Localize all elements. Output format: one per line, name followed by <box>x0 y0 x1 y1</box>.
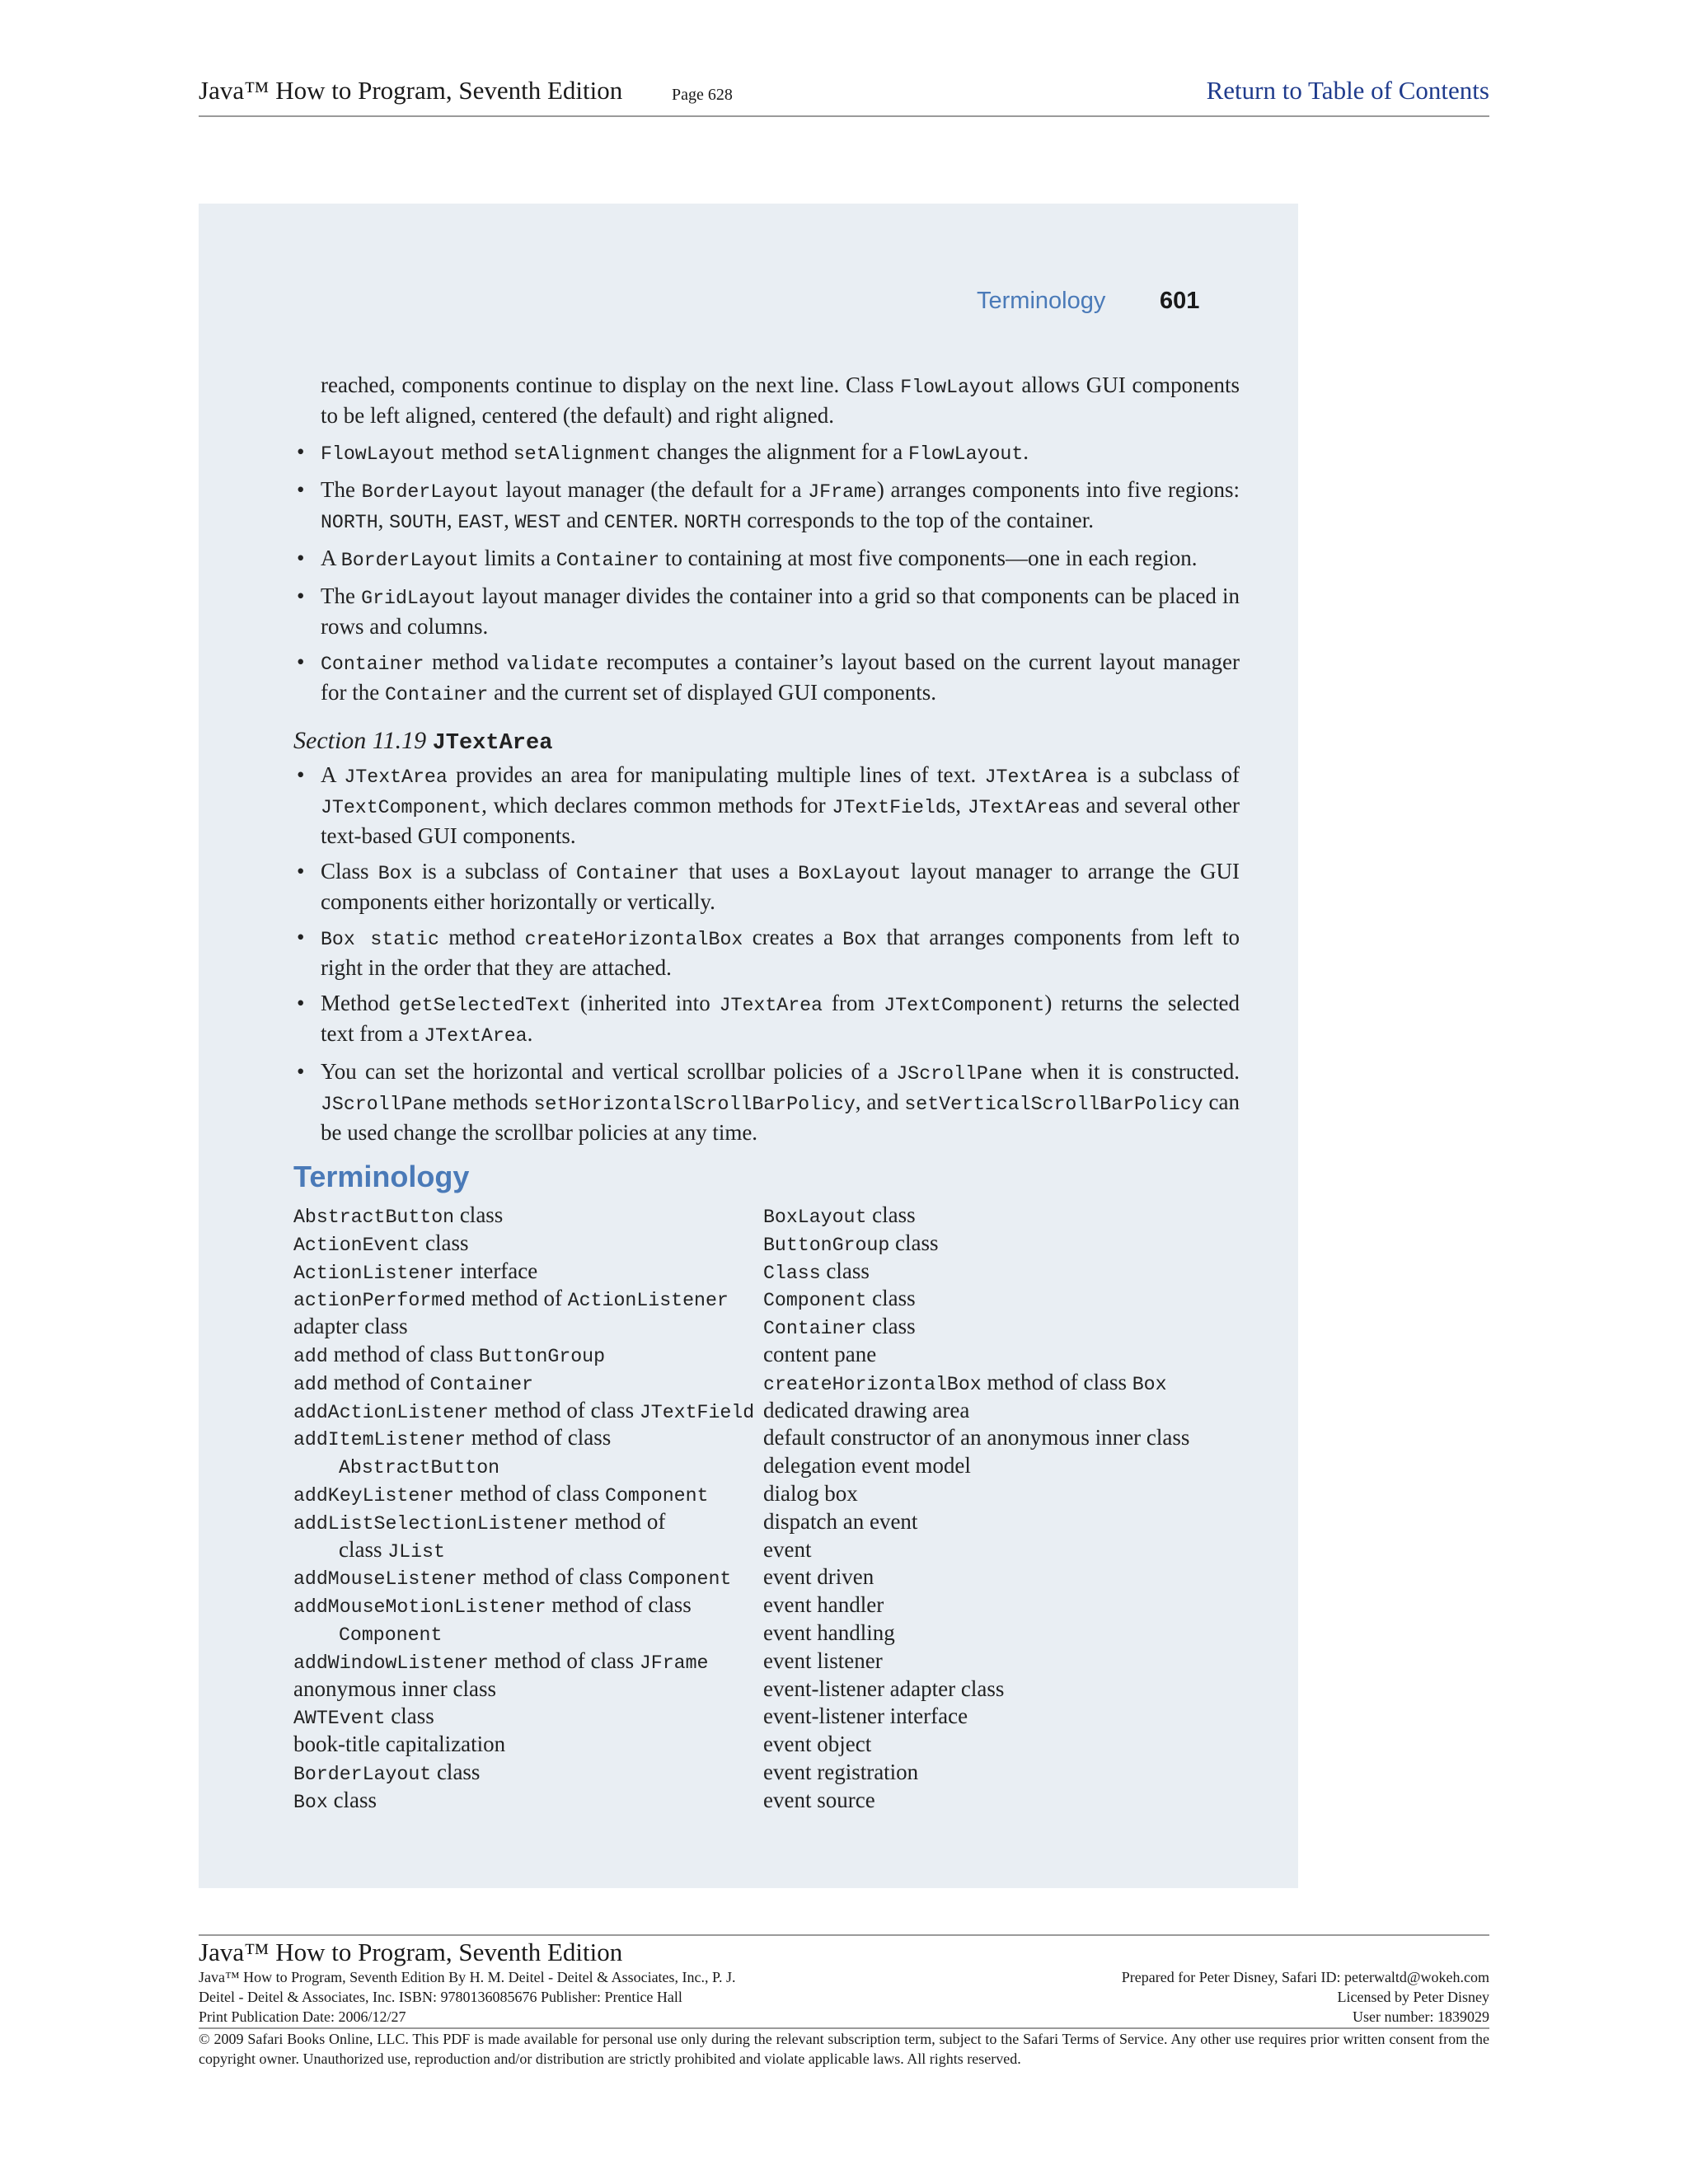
terminology-item <box>293 1201 763 1229</box>
text-run: anonymous inner class <box>293 1675 496 1701</box>
bullet-icon: • <box>297 1059 305 1084</box>
text-run: provides an area for manipulating multiple lines of text. <box>447 762 985 787</box>
bullet-item <box>293 857 1240 916</box>
code-term: BorderLayout <box>293 1763 432 1785</box>
summary-bullets-11-18 <box>293 438 1240 709</box>
footer-line1-right: Prepared for Peter Disney, Safari ID: peterwaltd@wokeh.com <box>1121 1969 1489 1985</box>
bullet-item <box>293 648 1240 709</box>
text-run: adapter class <box>293 1314 408 1339</box>
text-run: event registration <box>763 1759 919 1784</box>
terminology-item <box>763 1284 1233 1312</box>
code-term: ActionListener <box>293 1262 455 1284</box>
bullet-item <box>293 438 1240 468</box>
terminology-item <box>293 1619 763 1647</box>
terminology-item <box>763 1451 1233 1479</box>
terminology-item <box>293 1451 763 1479</box>
text-run: method of <box>466 1286 568 1311</box>
text-run: Class <box>321 859 378 883</box>
terminology-item <box>293 1284 763 1312</box>
code-term: Box <box>842 929 878 950</box>
text-run: , <box>377 508 390 532</box>
text-run: class <box>820 1258 870 1283</box>
code-term: ActionListener <box>567 1290 729 1312</box>
text-run: interface <box>454 1258 538 1283</box>
terminology-item <box>293 1507 763 1535</box>
code-term: ButtonGroup <box>763 1234 890 1256</box>
bullet-item <box>293 476 1240 537</box>
text-run: . <box>527 1021 533 1046</box>
text-run: book-title capitalization <box>293 1732 506 1757</box>
terminology-item <box>763 1619 1233 1647</box>
code-term: setAlignment <box>513 443 652 465</box>
terminology-item <box>293 1257 763 1285</box>
section-heading-code: JTextArea <box>432 731 553 756</box>
code-term: addItemListener <box>293 1429 467 1451</box>
footer-line1-left: Java™ How to Program, Seventh Edition By H. M. Deitel - Deitel & Associates, Inc., P. J. <box>199 1969 736 1985</box>
terminology-item <box>293 1396 763 1424</box>
terminology-item <box>763 1647 1233 1675</box>
text-run: that arranges components from left to right in the order that they are attached. <box>321 925 1240 980</box>
terminology-item <box>293 1786 763 1814</box>
text-run: event handler <box>763 1592 884 1618</box>
text-run: s, <box>946 793 968 818</box>
code-term: JList <box>387 1540 445 1563</box>
text-run: , and <box>855 1090 905 1114</box>
page-header <box>199 76 1489 117</box>
footer-row <box>199 1967 1489 1987</box>
code-term: JTextField <box>639 1401 755 1423</box>
text-run: is a subclass of <box>1088 762 1240 787</box>
code-term: JTextArea <box>424 1025 528 1047</box>
text-run: You can set the horizontal and vertical scrollbar policies of a <box>321 1059 897 1084</box>
terminology-list <box>293 1201 1240 1814</box>
terminology-item <box>293 1535 763 1563</box>
section-heading-prefix: Section 11.19 <box>293 727 433 754</box>
terminology-item <box>763 1507 1233 1535</box>
code-term: actionPerformed <box>293 1290 467 1312</box>
text-run: , which declares common methods for <box>481 793 832 818</box>
text-run: method of class <box>466 1425 612 1451</box>
section-heading <box>293 727 1240 757</box>
code-term: AbstractButton <box>339 1457 500 1479</box>
text-run: layout manager to arrange the GUI components either horizontally or vertically. <box>321 859 1240 914</box>
bullet-icon: • <box>297 859 305 883</box>
terminology-column-left <box>293 1201 763 1814</box>
code-term: Class <box>763 1262 821 1284</box>
terminology-item <box>763 1535 1233 1563</box>
text-run: layout manager (the default for a <box>499 477 809 502</box>
text-run: from <box>823 991 884 1015</box>
code-term: JFrame <box>639 1652 709 1674</box>
text-run: delegation event model <box>763 1453 971 1479</box>
terminology-item <box>293 1675 763 1703</box>
text-run: method of class <box>454 1480 606 1506</box>
terminology-item <box>293 1702 763 1730</box>
terminology-item <box>293 1647 763 1675</box>
bullet-icon: • <box>297 546 305 570</box>
terminology-item <box>293 1340 763 1368</box>
code-term: getSelectedText <box>398 995 571 1016</box>
code-term: JFrame <box>808 481 877 503</box>
terminology-item <box>763 1340 1233 1368</box>
code-term: ButtonGroup <box>478 1345 606 1367</box>
code-term: JTextArea <box>984 766 1089 788</box>
footer-book-title: Java™ How to Program, Seventh Edition <box>199 1938 623 1966</box>
terminology-item <box>293 1730 763 1758</box>
bullet-icon: • <box>297 762 305 787</box>
text-run: dispatch an event <box>763 1508 918 1534</box>
terminology-item <box>763 1758 1233 1786</box>
terminology-item <box>763 1201 1233 1229</box>
code-term: SOUTH <box>389 512 447 533</box>
text-run: and <box>560 508 604 532</box>
terminology-column-right <box>763 1201 1233 1814</box>
code-term: Component <box>339 1624 443 1646</box>
text-run: corresponds to the top of the container. <box>741 508 1094 532</box>
code-term: JScrollPane <box>321 1094 448 1115</box>
text-run: s and several other text-based GUI components. <box>321 793 1240 848</box>
text-run: , <box>504 508 515 532</box>
code-term: addListSelectionListener <box>293 1512 570 1535</box>
text-run: dedicated drawing area <box>763 1397 970 1422</box>
text-run: class <box>420 1230 469 1255</box>
bullet-item <box>293 544 1240 574</box>
text-run: creates a <box>743 925 843 949</box>
footer-line3-left: Print Publication Date: 2006/12/27 <box>199 2008 406 2025</box>
code-term: add <box>293 1373 328 1395</box>
bullet-item <box>293 582 1240 640</box>
text-run: ) arranges components into five regions: <box>876 477 1240 502</box>
code-term: AWTEvent <box>293 1708 386 1730</box>
code-term: Container <box>429 1373 533 1395</box>
footer-line2-right: Licensed by Peter Disney <box>1337 1989 1489 2005</box>
code-term: addWindowListener <box>293 1652 489 1674</box>
code-term: NORTH <box>321 512 378 533</box>
code-term: JScrollPane <box>896 1063 1023 1085</box>
text-run: event <box>763 1536 812 1562</box>
text-run: ) returns the selected text from a <box>321 991 1240 1046</box>
code-term: JTextArea <box>344 766 448 788</box>
text-run: dialog box <box>763 1480 858 1506</box>
code-term: JTextComponent <box>321 797 482 818</box>
text-run: . <box>1023 439 1029 464</box>
text-run: layout manager divides the container into a grid so that components can be placed in rows and columns. <box>321 583 1240 639</box>
terminology-item <box>763 1312 1233 1340</box>
text-run: reached, components continue to display on the next line. Class <box>321 373 901 397</box>
code-term: FlowLayout <box>321 443 436 465</box>
bullet-icon: • <box>297 583 305 608</box>
terminology-item <box>763 1396 1233 1424</box>
text-run: class <box>431 1759 481 1784</box>
bullet-icon: • <box>297 991 305 1015</box>
terminology-item <box>763 1786 1233 1814</box>
text-run: class <box>866 1314 916 1339</box>
code-term: Box <box>377 863 413 884</box>
running-head-page-number: 601 <box>1160 288 1200 314</box>
copyright-notice: © 2009 Safari Books Online, LLC. This PDF is made available for personal use only during the relevant subscription term, subject to the Safari Terms of Service. Any other use requires prior written consent from the copyright owner. Unauthorized use, reproduction and/or distribution are strictly prohibited and violate applicable laws. All rights reserved. <box>199 2031 1489 2067</box>
code-term: addActionListener <box>293 1401 489 1423</box>
text-run: class <box>327 1787 377 1812</box>
bullet-item <box>293 923 1240 982</box>
text-run: changes the alignment for a <box>651 439 908 464</box>
bullet-item <box>293 761 1240 850</box>
page-content <box>293 371 1240 1814</box>
code-term: GridLayout <box>361 588 476 609</box>
terminology-item <box>763 1675 1233 1703</box>
code-term: EAST <box>457 512 504 533</box>
text-run: The <box>321 583 362 608</box>
code-term: BoxLayout <box>798 863 902 884</box>
code-term: JTextField <box>832 797 947 818</box>
code-term: ActionEvent <box>293 1234 420 1256</box>
running-head-title: Terminology <box>977 288 1106 314</box>
code-term: Component <box>627 1568 732 1591</box>
code-term: FlowLayout <box>900 377 1015 398</box>
terminology-item <box>293 1229 763 1257</box>
text-run: A <box>321 546 341 570</box>
terminology-item <box>293 1312 763 1340</box>
terminology-item <box>763 1257 1233 1285</box>
terminology-item <box>763 1730 1233 1758</box>
text-run: class <box>866 1202 916 1227</box>
code-term: WEST <box>514 512 561 533</box>
text-run: method of class <box>476 1564 628 1590</box>
text-run: method of class <box>488 1647 640 1673</box>
code-term: Container <box>321 654 424 675</box>
text-run: event source <box>763 1787 875 1812</box>
summary-bullets-11-19 <box>293 761 1240 1146</box>
terminology-item <box>293 1423 763 1451</box>
terminology-heading: Terminology <box>293 1160 470 1193</box>
terminology-item <box>763 1563 1233 1591</box>
code-term: Container <box>763 1318 867 1340</box>
code-term: createHorizontalBox <box>524 929 743 950</box>
text-run: class <box>339 1536 388 1562</box>
terminology-item <box>293 1563 763 1591</box>
text-run: method of <box>569 1508 666 1534</box>
text-run: event-listener adapter class <box>763 1675 1005 1701</box>
text-run: Method <box>321 991 399 1015</box>
bullet-item <box>293 989 1240 1050</box>
code-term: BorderLayout <box>361 481 499 503</box>
text-run: that uses a <box>679 859 799 883</box>
code-term: Box static <box>321 929 439 950</box>
code-term: setHorizontalScrollBarPolicy <box>533 1094 856 1115</box>
terminology-item <box>763 1479 1233 1507</box>
code-term: add <box>293 1345 328 1367</box>
text-run: class <box>889 1230 939 1255</box>
code-term: validate <box>506 654 599 675</box>
text-run: method of class <box>488 1397 640 1422</box>
terminology-item <box>293 1758 763 1786</box>
code-term: JTextComponent <box>884 995 1045 1016</box>
text-run: to containing at most five components—one in each region. <box>659 546 1198 570</box>
text-run: can be used change the scrollbar policies at any time. <box>321 1090 1240 1145</box>
footer-row <box>199 2007 1489 2027</box>
text-run: , <box>446 508 458 532</box>
terminology-item <box>763 1423 1233 1451</box>
text-run: . <box>673 508 684 532</box>
return-to-toc-link[interactable]: Return to Table of Contents <box>1206 76 1489 105</box>
text-run: event-listener interface <box>763 1704 968 1729</box>
code-term: Component <box>763 1290 867 1312</box>
code-term: Container <box>556 550 660 571</box>
text-run: method of <box>327 1369 430 1394</box>
code-term: JTextArea <box>719 995 823 1016</box>
page-footer <box>199 1934 1489 2069</box>
text-run: recomputes a container’s layout based on the current layout manager for the <box>321 649 1240 705</box>
code-term: Box <box>1132 1373 1167 1395</box>
text-run: and the current set of displayed GUI components. <box>488 680 936 705</box>
code-term: addMouseMotionListener <box>293 1596 546 1619</box>
terminology-item <box>293 1479 763 1507</box>
text-run: event handling <box>763 1619 895 1645</box>
text-run: is a subclass of <box>412 859 576 883</box>
text-run: class <box>866 1286 916 1311</box>
book-page <box>199 204 1298 1888</box>
text-run: method of class <box>327 1341 479 1366</box>
code-term: createHorizontalBox <box>763 1373 982 1395</box>
footer-row <box>199 1987 1489 2007</box>
text-run: A <box>321 762 345 787</box>
code-term: FlowLayout <box>907 443 1024 465</box>
code-term: addKeyListener <box>293 1484 455 1507</box>
terminology-item <box>763 1591 1233 1619</box>
terminology-item <box>763 1229 1233 1257</box>
code-term: NORTH <box>683 512 742 533</box>
terminology-item <box>763 1702 1233 1730</box>
terminology-item <box>293 1368 763 1396</box>
code-term: BorderLayout <box>340 550 479 571</box>
bullet-item <box>293 1057 1240 1146</box>
code-term: addMouseListener <box>293 1568 477 1591</box>
text-run: method <box>435 439 513 464</box>
text-run: limits a <box>478 546 556 570</box>
text-run: (inherited into <box>570 991 720 1015</box>
bullet-icon: • <box>297 439 305 464</box>
text-run: event object <box>763 1732 872 1757</box>
text-run: class <box>454 1202 504 1227</box>
footer-line3-right: User number: 1839029 <box>1353 2008 1489 2025</box>
continued-paragraph <box>321 371 1240 429</box>
code-term: Box <box>293 1791 328 1813</box>
text-run: default constructor of an anonymous inner class <box>763 1425 1190 1451</box>
code-term: setVerticalScrollBarPolicy <box>904 1094 1203 1115</box>
text-run: method of class <box>546 1592 692 1618</box>
text-run: event driven <box>763 1564 874 1590</box>
code-term: Container <box>575 863 680 884</box>
code-term: BoxLayout <box>763 1207 867 1228</box>
code-term: Component <box>605 1484 709 1507</box>
bullet-icon: • <box>297 925 305 949</box>
code-term: AbstractButton <box>293 1207 455 1228</box>
text-run: method of class <box>981 1369 1132 1394</box>
page-number: Page 628 <box>672 86 733 104</box>
text-run: when it is constructed. <box>1022 1059 1240 1084</box>
code-term: CENTER <box>603 512 673 533</box>
text-run: method <box>424 649 507 674</box>
text-run: class <box>385 1704 434 1729</box>
text-run: event listener <box>763 1647 883 1673</box>
code-term: Container <box>384 684 489 705</box>
terminology-item <box>763 1368 1233 1396</box>
text-run: The <box>321 477 362 502</box>
bullet-icon: • <box>297 477 305 502</box>
text-run: method <box>438 925 525 949</box>
terminology-item <box>293 1591 763 1619</box>
book-title: Java™ How to Program, Seventh Edition <box>199 76 623 105</box>
text-run: content pane <box>763 1341 877 1366</box>
footer-line2-left: Deitel - Deitel & Associates, Inc. ISBN: 9780136085676 Publisher: Prentice Hall <box>199 1989 682 2005</box>
bullet-icon: • <box>297 649 305 674</box>
text-run: allows GUI components to be left aligned, centered (the default) and right aligned. <box>321 373 1240 428</box>
code-term: JTextArea <box>967 797 1071 818</box>
text-run: methods <box>447 1090 534 1114</box>
